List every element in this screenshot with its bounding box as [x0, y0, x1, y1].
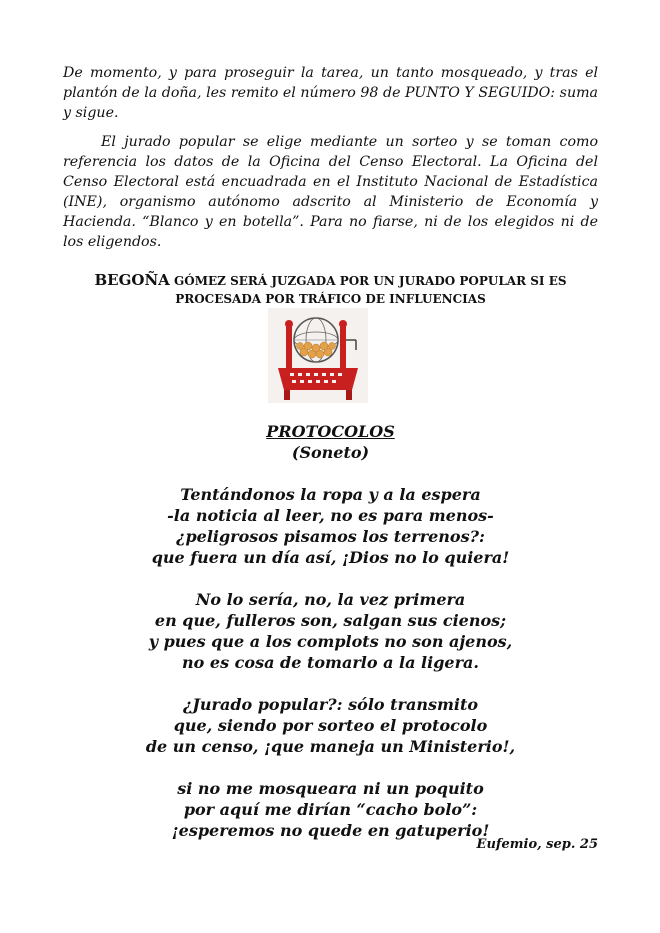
- intro-paragraph: El jurado popular se elige mediante un sorteo y se toman como referencia los datos de la Oficina del Censo Electoral. La Oficina del Censo Electoral está encuadrada en el Instituto Nacional de Estadística (INE), organismo autónomo adscrito al Ministerio de Economía y Hacienda. “Blanco y en botella”. Para no fiarse, ni de los elegidos ni de los eligendos.: [63, 134, 598, 250]
- poem-line: ¡esperemos no quede en gatuperio!: [171, 821, 490, 840]
- bingo-cage-icon: [268, 308, 368, 403]
- poem-line: -la noticia al leer, no es para menos-: [167, 506, 494, 525]
- poem-line: Tentándonos la ropa y a la espera: [180, 485, 481, 504]
- poem-line: y pues que a los complots no son ajenos,: [148, 632, 513, 651]
- intro-paragraph: De momento, y para proseguir la tarea, un tanto mosqueado, y tras el plantón de la doña, les remito el número 98 de PUNTO Y SEGUIDO: suma y sigue.: [63, 65, 598, 121]
- poem-line: no es cosa de tomarlo a la ligera.: [182, 653, 479, 672]
- poem-line: que fuera un día así, ¡Dios no lo quiera!: [151, 548, 510, 567]
- poem-line: ¿peligrosos pisamos los terrenos?:: [176, 527, 485, 546]
- news-headline: [63, 271, 598, 308]
- poem-stanza-2: [63, 589, 598, 673]
- poem-line: por aquí me dirían “cacho bolo”:: [183, 800, 478, 819]
- poem-line: de un censo, ¡que maneja un Ministerio!,: [145, 737, 516, 756]
- headline-line-1: GÓMEZ SERÁ JUZGADA POR UN JURADO POPULAR SI ES: [174, 274, 567, 288]
- poem-line: ¿Jurado popular?: sólo transmito: [182, 695, 479, 714]
- intro-text: [63, 63, 598, 261]
- headline-line-2: PROCESADA POR TRÁFICO DE INFLUENCIAS: [175, 292, 486, 306]
- poem-line: si no me mosqueara ni un poquito: [177, 779, 484, 798]
- bingo-cage-image: [268, 308, 368, 403]
- poem-title: PROTOCOLOS: [266, 422, 395, 441]
- poem: [63, 421, 598, 841]
- poem-line: No lo sería, no, la vez primera: [195, 590, 466, 609]
- poem-line: en que, fulleros son, salgan sus cienos;: [154, 611, 507, 630]
- poem-stanza-3: [63, 694, 598, 757]
- signature: Eufemio, sep. 25: [476, 837, 598, 852]
- poem-stanza-1: [63, 484, 598, 568]
- poem-stanza-4: [63, 778, 598, 841]
- poem-line: que, siendo por sorteo el protocolo: [173, 716, 488, 735]
- headline-first-word: BEGOÑA: [94, 271, 170, 289]
- poem-subtitle: (Soneto): [291, 443, 370, 462]
